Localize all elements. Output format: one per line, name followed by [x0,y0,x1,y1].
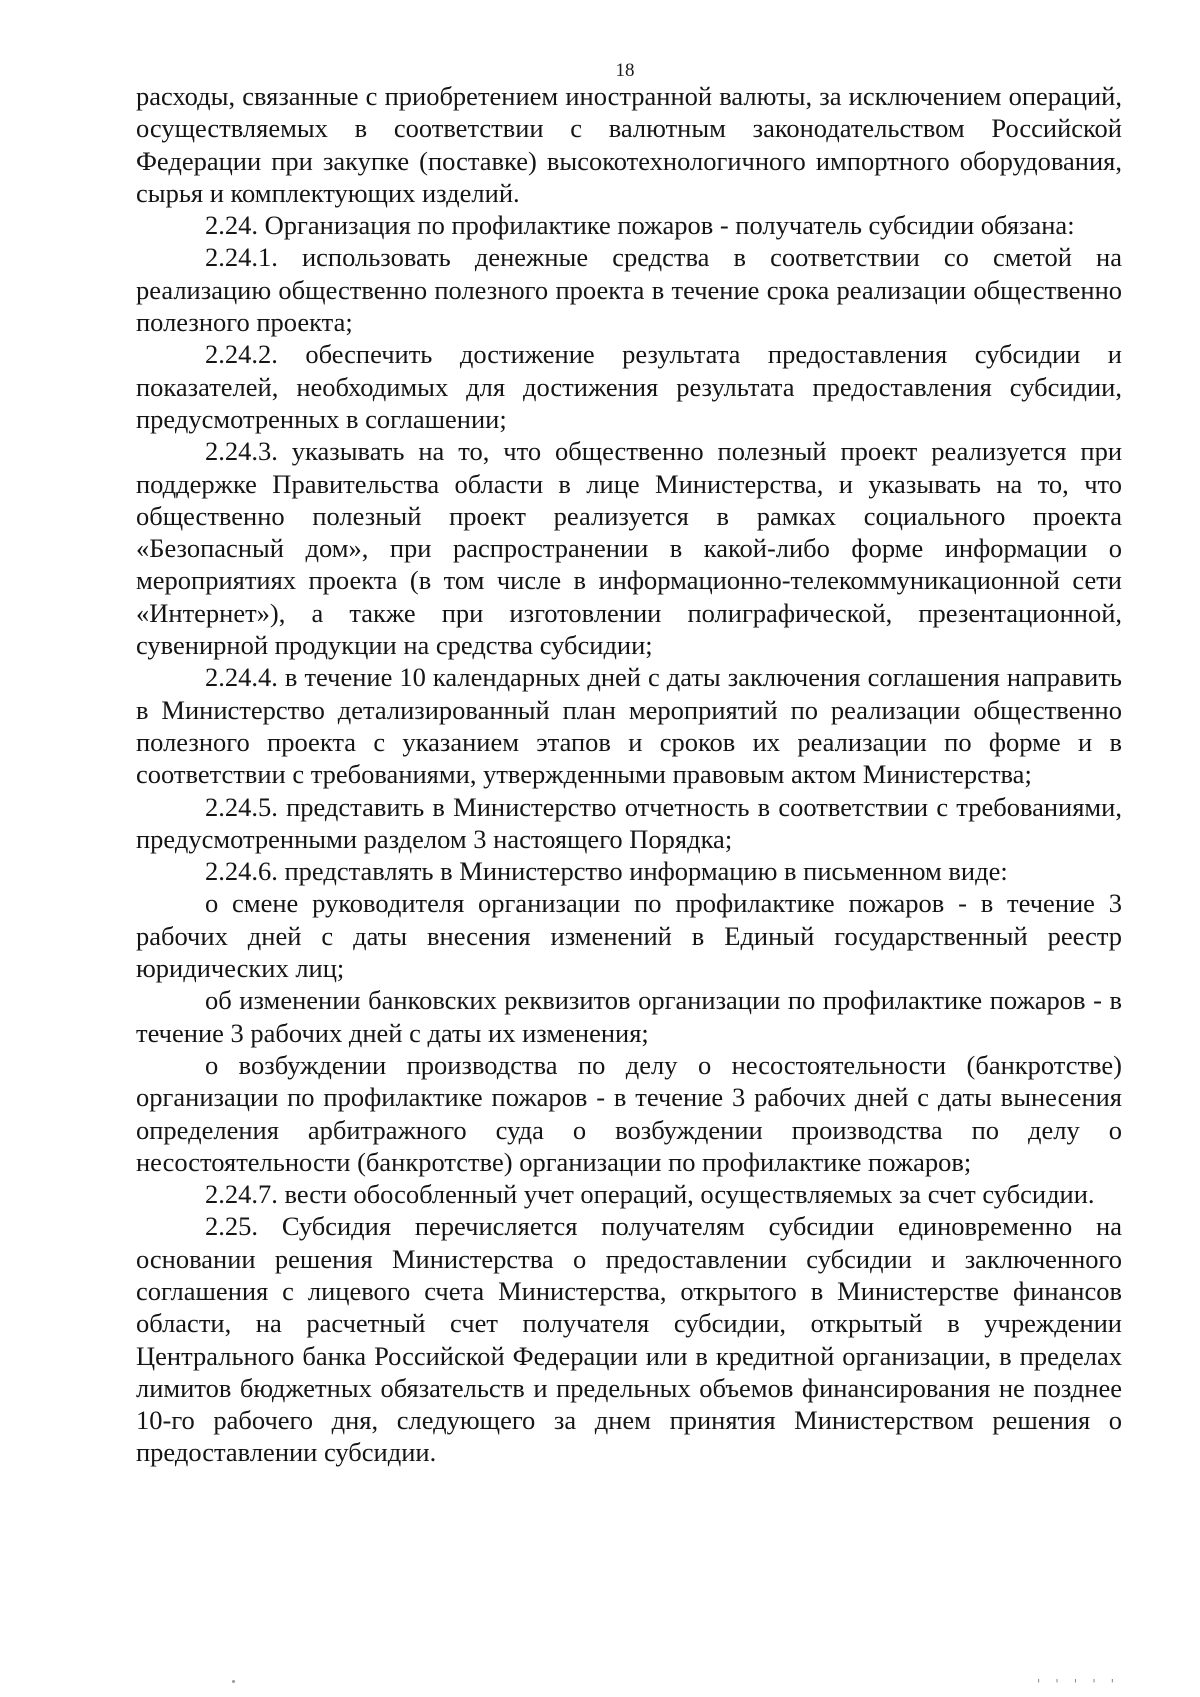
scan-artifact-dot [232,1680,235,1683]
paragraph-2-24-1: 2.24.1. использовать денежные средства в соответствии со сметой на реализацию общественно полезного проекта в течение срока реализации общественно полезного проекта; [136,242,1122,338]
paragraph-2-25: 2.25. Субсидия перечисляется получателям субсидии единовременно на основании решения Министерства о предоставлении субсидии и заключенного соглашения с лицевого счета Министерства, открытого в Министерстве финансов области, на расчетный счет получателя субсидии, открытый в учреждении Центрального банка Российской Федерации или в кредитной организации, в пределах лимитов бюджетных обязательств и предельных объемов финансирования не позднее 10-го рабочего дня, следующего за днем принятия Министерством решения о предоставлении субсидии. [136,1211,1122,1468]
page-number: 18 [615,60,635,81]
paragraph-2-24-6-item-bank: об изменении банковских реквизитов организации по профилактике пожаров - в течение 3 рабочих дней с даты их изменения; [136,985,1122,1048]
document-body [136,80,1122,1469]
scan-artifact-marks: ' ' ' ' ' [1034,1677,1118,1691]
paragraph-2-24-6: 2.24.6. представлять в Министерство информацию в письменном виде: [205,856,1008,887]
paragraph-2-24-7: 2.24.7. вести обособленный учет операций, осуществляемых за счет субсидии. [205,1179,1095,1210]
paragraph-2-24-6-item-bankruptcy: о возбуждении производства по делу о несостоятельности (банкротстве) организации по профилактике пожаров - в течение 3 рабочих дней с даты вынесения определения арбитражного суда о возбуждении производства по делу о несостоятельности (банкротстве) организации по профилактике пожаров; [136,1049,1122,1177]
paragraph-continuation: расходы, связанные с приобретением иностранной валюты, за исключением операций, осуществляемых в соответствии с валютным законодательством Российской Федерации при закупке (поставке) высокотехнологичного импортного оборудования, сырья и комплектующих изделий. [136,81,1122,208]
paragraph-2-24-2: 2.24.2. обеспечить достижение результата предоставления субсидии и показателей, необходимых для достижения результата предоставления субсидии, предусмотренных в соглашении; [136,339,1122,434]
paragraph-2-24-6-item-director: о смене руководителя организации по профилактике пожаров - в течение 3 рабочих дней с даты внесения изменений в Единый государственный реестр юридических лиц; [136,888,1122,984]
paragraph-2-24-5: 2.24.5. представить в Министерство отчетность в соответствии с требованиями, предусмотренными разделом 3 настоящего Порядка; [136,791,1122,854]
paragraph-2-24: 2.24. Организация по профилактике пожаров - получатель субсидии обязана: [205,210,1075,241]
paragraph-2-24-3: 2.24.3. указывать на то, что общественно полезный проект реализуется при поддержке Правительства области в лице Министерства, и указывать на то, что общественно полезный проект реализуется в рамках социального проекта «Безопасный дом», при распространении в какой-либо форме информации о мероприятиях проекта (в том числе в информационно-телекоммуникационной сети «Интернет»), а также при изготовлении полиграфической, презентационной, сувенирной продукции на средства субсидии; [136,436,1122,661]
paragraph-2-24-4: 2.24.4. в течение 10 календарных дней с даты заключения соглашения направить в Министерство детализированный план мероприятий по реализации общественно полезного проекта с указанием этапов и сроков их реализации по форме и в соответствии с требованиями, утвержденными правовым актом Министерства; [136,662,1122,790]
